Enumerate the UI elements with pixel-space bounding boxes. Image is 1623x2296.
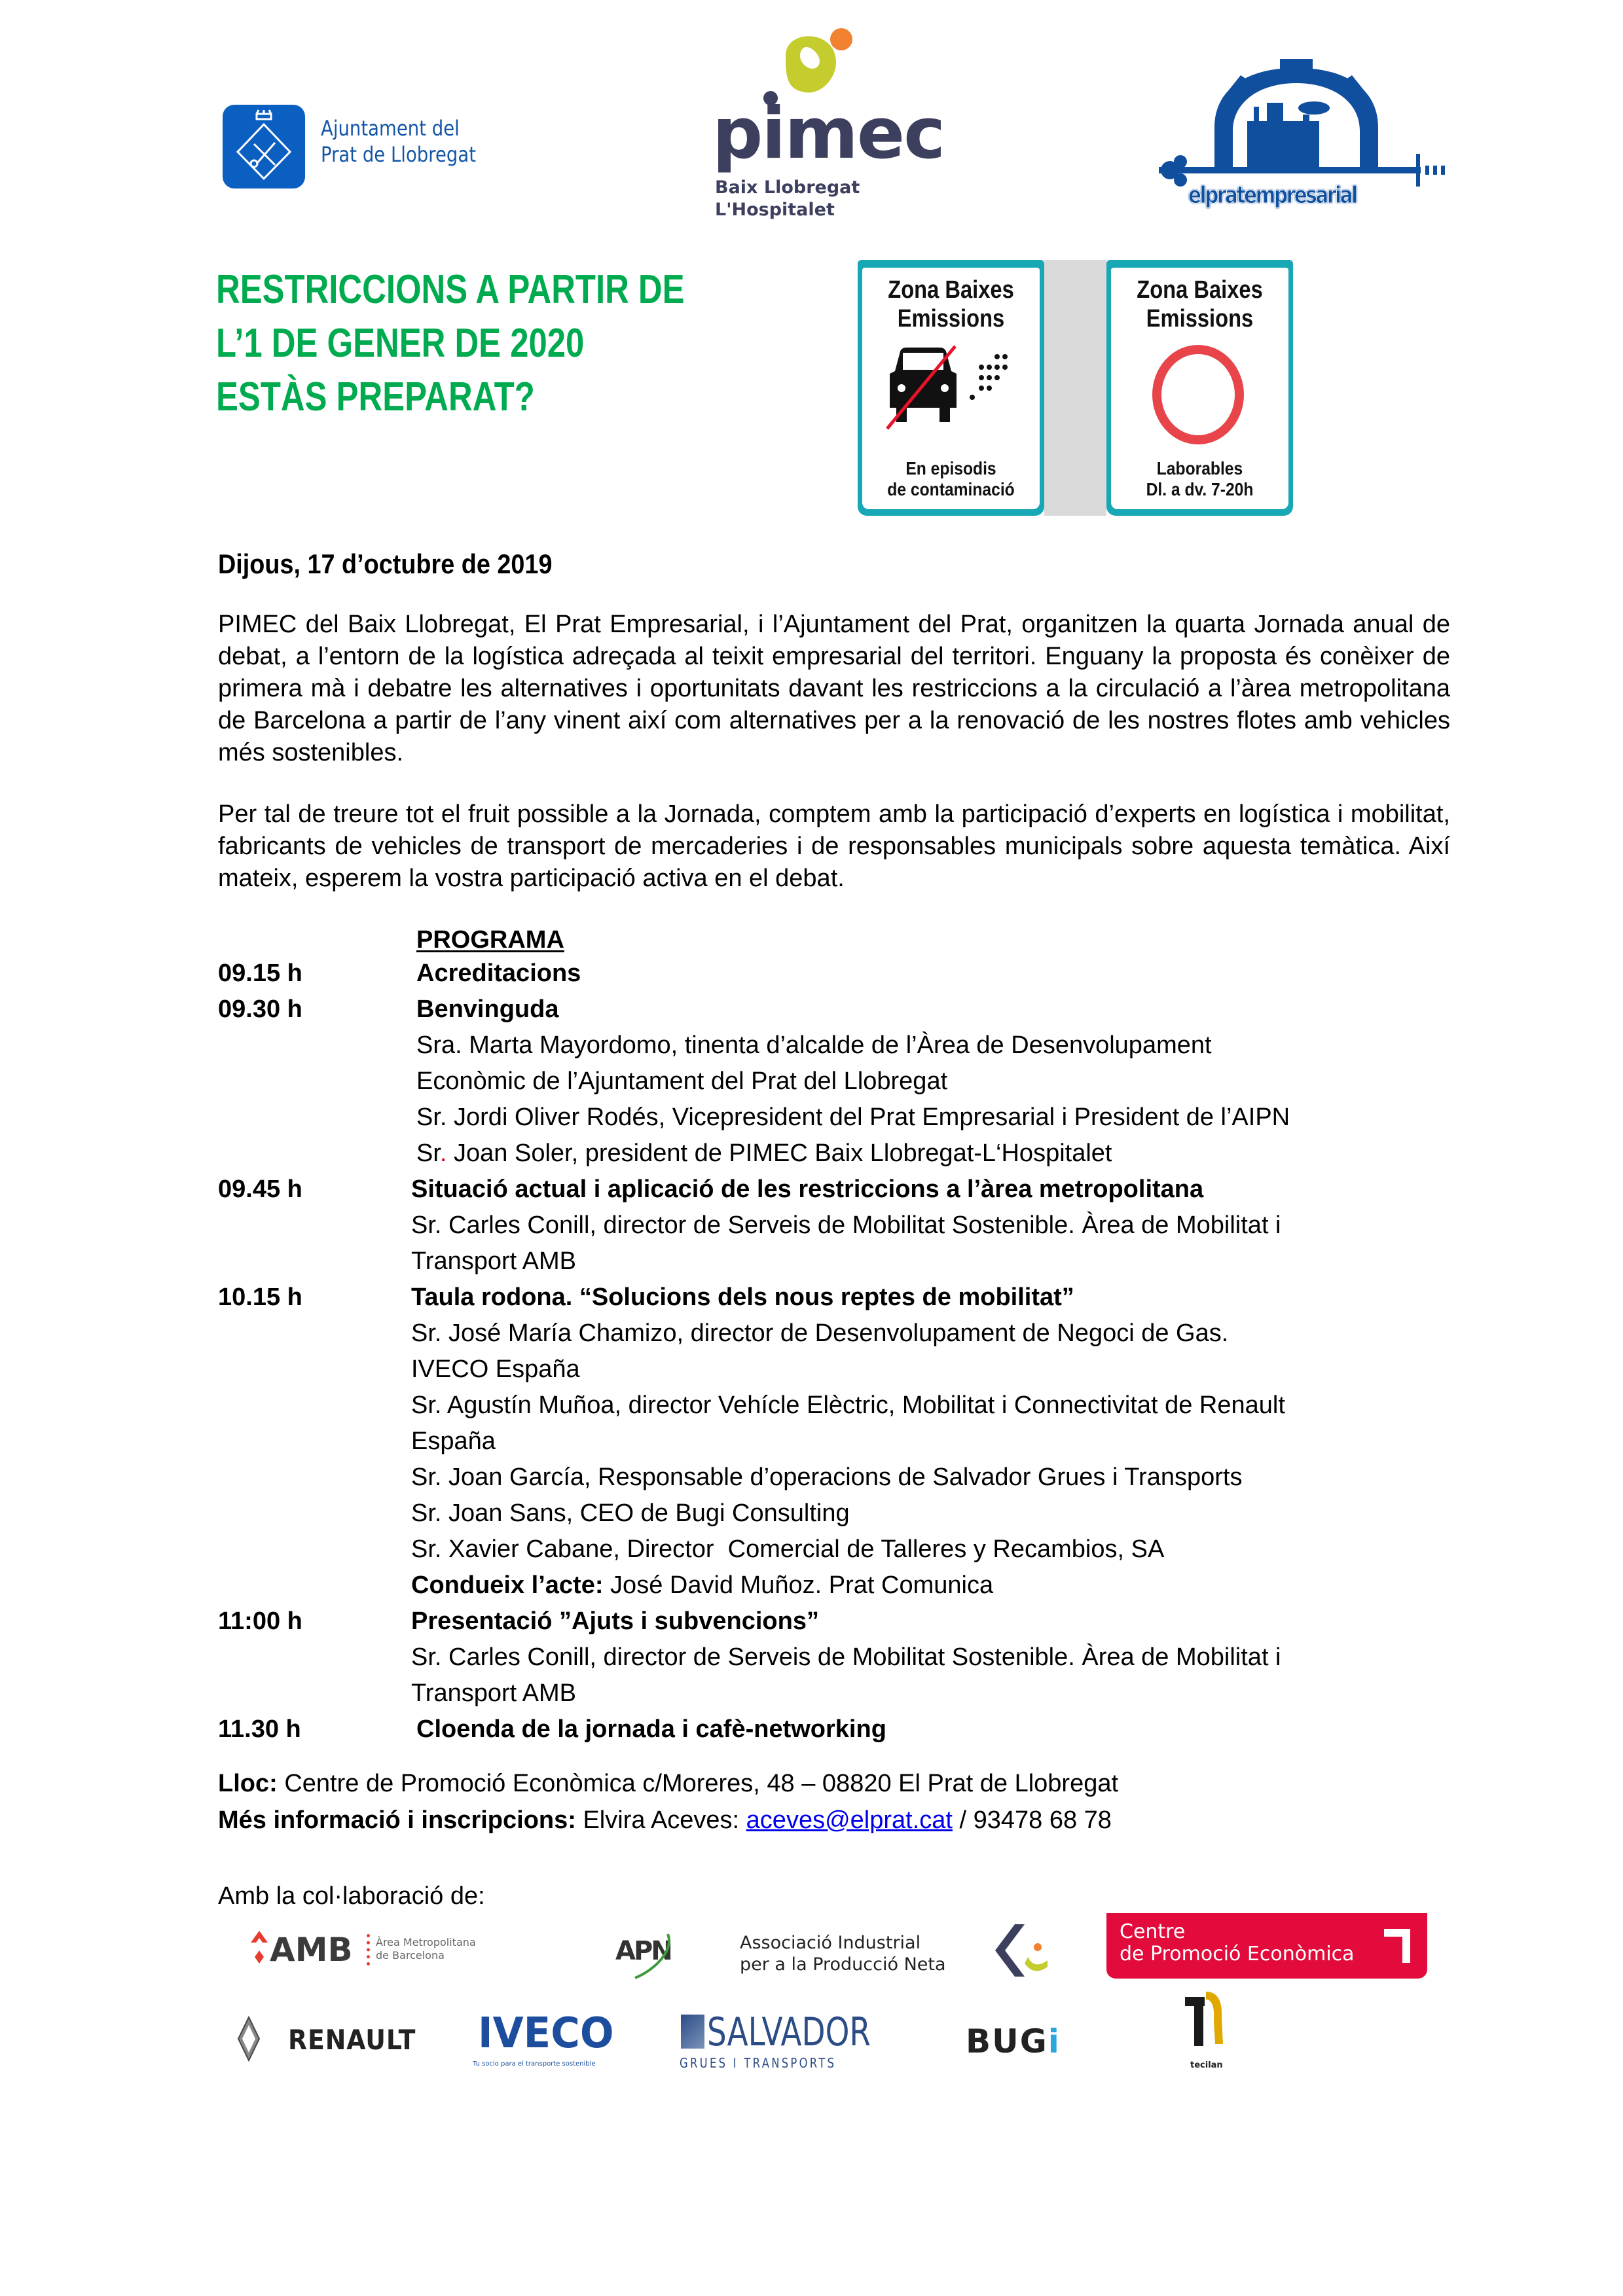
venue-line: Lloc: Centre de Promoció Econòmica c/Moreres, 48 – 08820 El Prat de Llobregat — [218, 1770, 1119, 1797]
iveco-tagline: Tu socio para el transporte sostenible — [473, 2060, 596, 2068]
no-car-pollution-icon — [881, 345, 1025, 437]
renault-diamond-icon — [237, 2016, 261, 2062]
program-list — [218, 956, 1449, 1748]
program-row: Sr. Joan Soler, president de PIMEC Baix Llobregat-L‘Hospitalet — [416, 1139, 1112, 1167]
program-heading: PROGRAMA — [416, 926, 564, 954]
bugi-logo: BUGi — [966, 2022, 1061, 2060]
program-row: Sr. Jordi Oliver Rodés, Vicepresident del Prat Empresarial i President de l’AIPN — [416, 1103, 1290, 1131]
elprat-empresarial-word: elpratempresarial — [1188, 182, 1357, 209]
salvador-s-icon — [681, 2015, 704, 2049]
coat-of-arms-icon — [223, 105, 305, 188]
pimec-logo-subtitle: Baix Llobregat L'Hospitalet — [715, 177, 860, 220]
event-date: Dijous, 17 d’octubre de 2019 — [218, 548, 553, 579]
program-row: Sr. José María Chamizo, director de Desenvolupament de Negoci de Gas. — [411, 1319, 1229, 1347]
elprat-empresarial-gear-skyline-icon — [1156, 56, 1457, 187]
program-row: 09.45 h Situació actual i aplicació de les restriccions a l’àrea metropolitana — [218, 1175, 1204, 1203]
tr-logo-subtitle: tecilan — [1190, 2060, 1223, 2070]
program-row: Sr. Joan García, Responsable d’operacions de Salvador Grues i Transports — [411, 1463, 1243, 1491]
intro-paragraph: PIMEC del Baix Llobregat, El Prat Empresarial, i l’Ajuntament del Prat, organitzen la quarta Jornada anual de debat, a l’entorn de la logística adreçada al teixit empresarial del territori. Enguany la proposta és conèixer de primera mà i debatre les alternatives i oportunitats davant les restriccions a la circulació a l’àrea metropolitana de Barcelona a partir de l’any vinent així com alternatives per a la renovació de les nostres flotes amb vehicles més sostenibles. — [218, 611, 1450, 766]
centre-promocio-economica-logo: Centre de Promoció Econòmica — [1106, 1913, 1427, 1979]
program-row: Sr. Agustín Muñoa, director Vehícle Elèctric, Mobilitat i Connectivitat de Renault — [411, 1391, 1285, 1419]
program-row: Sr. Joan Sans, CEO de Bugi Consulting — [411, 1499, 850, 1527]
sign-separator — [1044, 260, 1106, 516]
contact-line: Més informació i inscripcions: Elvira Aceves: aceves@elprat.cat / 93478 68 78 — [218, 1806, 1112, 1834]
amb-logo-subtitle: Àrea Metropolitana de Barcelona — [376, 1936, 476, 1962]
amb-logo-icon — [251, 1931, 268, 1971]
page-title: RESTRICCIONS A PARTIR DE L’1 DE GENER DE 2020 ESTÀS PREPARAT? — [216, 267, 685, 420]
collaborator-chevron-logo-icon — [989, 1921, 1061, 1980]
collaboration-label: Amb la col·laboració de: — [218, 1882, 485, 1910]
program-row: 11:00 h Presentació ”Ajuts i subvencions” — [218, 1607, 819, 1635]
prohibition-circle-icon — [1149, 342, 1247, 447]
apn-swoosh-icon — [629, 1931, 674, 1980]
program-row: Condueix l’acte: José David Muñoz. Prat Comunica — [411, 1571, 994, 1599]
program-row: Sra. Marta Mayordomo, tinenta d’alcalde de l’Àrea de Desenvolupament — [416, 1031, 1212, 1059]
apn-logo-text: Associació Industrial per a la Producció Neta — [740, 1933, 946, 1975]
zbe-sign-pollution-episodes: Zona Baixes Emissions En episodis de contaminació — [858, 260, 1044, 516]
program-row: IVECO España — [411, 1355, 580, 1383]
program-row: 09.30 h Benvinguda — [218, 996, 559, 1023]
program-row: Sr. Xavier Cabane, Director Comercial de Talleres y Recambios, SA — [411, 1535, 1165, 1563]
ajuntament-logo-emblem — [223, 105, 305, 188]
participation-paragraph: Per tal de treure tot el fruit possible a la Jornada, comptem amb la participació d’experts en logística i mobilitat, fabricants de vehicles de transport de mercaderies i de responsables municipals sobre aquesta temàtica. Així mateix, esperem la vostra participació activa en el debat. — [218, 800, 1450, 892]
program-row: Sr. Carles Conill, director de Serveis de Mobilitat Sostenible. Àrea de Mobilitat i — [411, 1211, 1281, 1239]
program-row: 11.30 h Cloenda de la jornada i cafè-networking — [218, 1715, 886, 1743]
iveco-logo-word: IVECO — [478, 2009, 614, 2058]
cpe-corner-icon — [1384, 1929, 1410, 1963]
salvador-logo-subtitle: GRUES I TRANSPORTS — [680, 2055, 837, 2071]
amb-logo-word: AMB — [270, 1931, 353, 1969]
ajuntament-logo-text: Ajuntament del Prat de Llobregat — [321, 116, 477, 167]
apn-logo-word: APN — [615, 1936, 671, 1966]
pimec-logo-word: pimec — [712, 93, 945, 175]
program-row: Transport AMB — [411, 1679, 577, 1707]
program-row: 09.15 h Acreditacions — [218, 960, 581, 987]
program-row: España — [411, 1427, 496, 1455]
email-link[interactable]: aceves@elprat.cat — [746, 1806, 953, 1834]
zbe-sign-weekdays: Zona Baixes Emissions Laborables Dl. a dv. 7-20h — [1106, 260, 1293, 516]
salvador-logo-word: SALVADOR — [707, 2009, 871, 2055]
program-row: Econòmic de l’Ajuntament del Prat del Llobregat — [416, 1067, 948, 1095]
talleres-recambios-tr-icon — [1185, 1992, 1224, 2047]
program-row: Transport AMB — [411, 1247, 577, 1275]
program-row: Sr. Carles Conill, director de Serveis de Mobilitat Sostenible. Àrea de Mobilitat i — [411, 1643, 1281, 1671]
amb-divider — [367, 1934, 373, 1965]
program-row: 10.15 h Taula rodona. “Solucions dels nous reptes de mobilitat” — [218, 1283, 1074, 1311]
renault-logo-word: RENAULT — [288, 2024, 416, 2056]
